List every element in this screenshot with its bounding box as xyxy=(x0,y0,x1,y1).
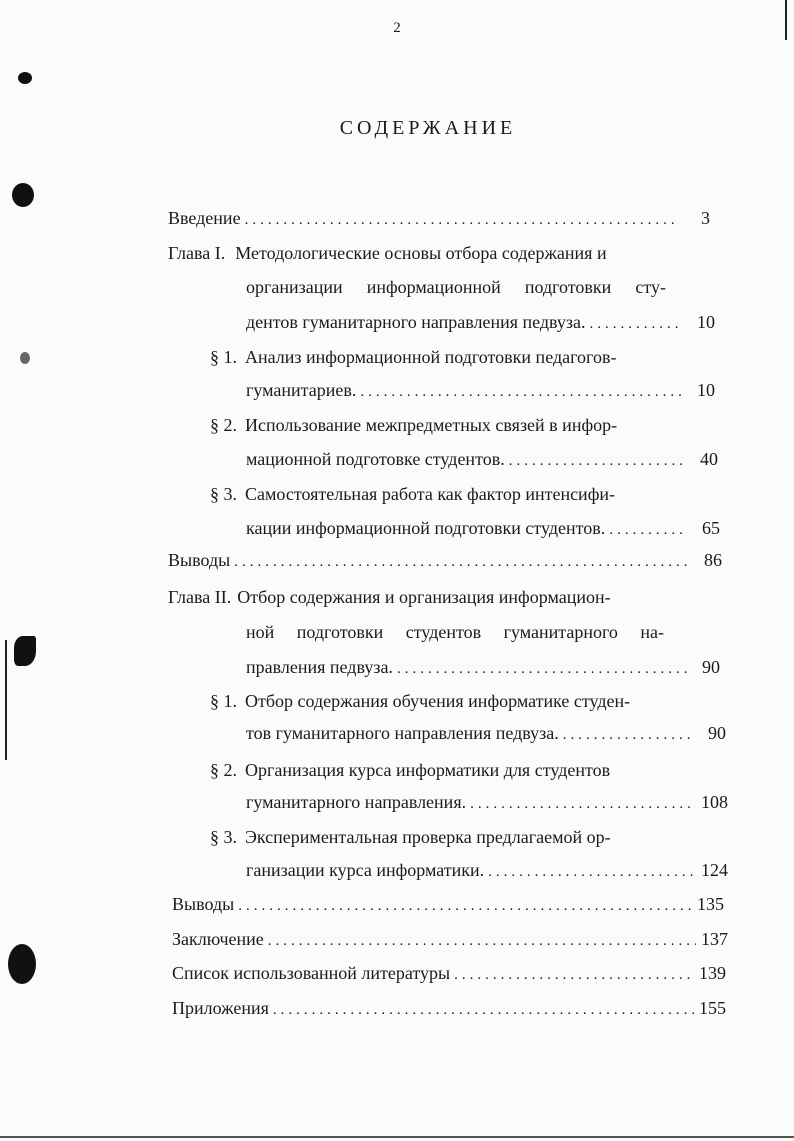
scan-mark xyxy=(14,636,36,666)
leader-dots xyxy=(454,960,694,990)
toc-page-number: 65 xyxy=(702,518,720,538)
toc-entry-text: мационной подготовке студентов. xyxy=(246,449,505,469)
toc-entry-text: Организация курса информатики для студентов xyxy=(245,760,611,780)
toc-entry xyxy=(246,375,715,405)
leader-dots xyxy=(563,720,694,750)
toc-entry xyxy=(246,617,664,647)
toc-entry xyxy=(210,479,670,509)
leader-dots xyxy=(238,891,692,921)
leader-dots xyxy=(488,857,696,887)
toc-entry xyxy=(210,755,670,785)
toc-entry xyxy=(172,924,728,954)
toc-entry-text: Самостоятельная работа как фактор интенсифи- xyxy=(245,484,615,504)
toc-section-label: § 3. xyxy=(210,484,237,504)
toc-entry xyxy=(246,787,728,817)
toc-page-number: 10 xyxy=(697,380,715,400)
toc-page-number: 135 xyxy=(697,894,724,914)
toc-entry xyxy=(210,342,670,372)
toc-entry xyxy=(246,855,728,885)
leader-dots xyxy=(397,654,688,684)
toc-entry xyxy=(168,203,710,233)
toc-page-number: 90 xyxy=(702,657,720,677)
toc-entry-text: правления педвуза. xyxy=(246,657,393,677)
toc-page-number: 40 xyxy=(700,449,718,469)
toc-page-number: 90 xyxy=(708,723,726,743)
toc-entry-text: кации информационной подготовки студентов. xyxy=(246,518,606,538)
scan-mark xyxy=(20,352,30,364)
toc-page-number: 155 xyxy=(699,998,726,1018)
toc-section-label: § 2. xyxy=(210,760,237,780)
leader-dots xyxy=(234,547,690,577)
toc-entry xyxy=(246,307,715,337)
toc-page-number: 108 xyxy=(701,792,728,812)
toc-entry-text: Отбор содержания обучения информатике студен- xyxy=(245,691,631,711)
toc-page-number: 139 xyxy=(699,963,726,983)
toc-entry-text: Экспериментальная проверка предлагаемой ор- xyxy=(245,827,611,847)
toc-entry-text: Отбор содержания и организация информацион- xyxy=(237,587,611,607)
leader-dots xyxy=(590,309,683,339)
leader-dots xyxy=(360,377,683,407)
toc-entry-text: дентов гуманитарного направления педвуза. xyxy=(246,312,586,332)
toc-entry xyxy=(210,822,670,852)
toc-entry xyxy=(168,545,722,575)
page-edge-line xyxy=(5,640,7,760)
page-edge-line xyxy=(0,1136,794,1138)
toc-section-label: § 1. xyxy=(210,691,237,711)
toc-entry-text: Выводы xyxy=(172,894,235,914)
toc-page-number: 124 xyxy=(701,860,728,880)
toc-entry-text: ганизации курса информатики. xyxy=(246,860,485,880)
leader-dots xyxy=(245,205,678,235)
toc-entry xyxy=(246,272,666,302)
toc-page-number: 137 xyxy=(701,929,728,949)
page-edge-line xyxy=(785,0,787,40)
leader-dots xyxy=(273,995,694,1025)
toc-chapter-label: Глава II. xyxy=(168,587,232,607)
toc-entry xyxy=(168,582,668,612)
toc-entry-text: Список использованной литературы xyxy=(172,963,451,983)
toc-entry-text: организации информационной подготовки сту- xyxy=(246,277,666,297)
toc-section-label: § 1. xyxy=(210,347,237,367)
toc-chapter-label: Глава I. xyxy=(168,243,226,263)
toc-entry xyxy=(168,238,668,268)
page-title: СОДЕРЖАНИЕ xyxy=(339,117,517,139)
toc-entry-text: Приложения xyxy=(172,998,269,1018)
toc-entry-text: Анализ информационной подготовки педагогов- xyxy=(245,347,617,367)
toc-entry-text: Методологические основы отбора содержания и xyxy=(235,243,607,263)
toc-entry xyxy=(210,686,680,716)
toc-section-label: § 3. xyxy=(210,827,237,847)
toc-entry-text: Введение xyxy=(168,208,241,228)
page-number: 2 xyxy=(393,20,401,36)
leader-dots xyxy=(268,926,696,956)
toc-entry xyxy=(246,513,720,543)
toc-entry xyxy=(172,958,726,988)
scan-mark xyxy=(18,72,32,84)
toc-entry xyxy=(172,993,726,1023)
toc-entry-text: Заключение xyxy=(172,929,264,949)
toc-entry-text: тов гуманитарного направления педвуза. xyxy=(246,723,559,743)
toc-entry xyxy=(246,444,718,474)
toc-section-label: § 2. xyxy=(210,415,237,435)
toc-entry-text: Использование межпредметных связей в инфор- xyxy=(245,415,618,435)
toc-entry-text: Выводы xyxy=(168,550,231,570)
punch-hole-mark xyxy=(8,944,36,984)
toc-page-number: 3 xyxy=(701,208,710,228)
toc-entry-text: гуманитарного направления. xyxy=(246,792,467,812)
toc-entry xyxy=(210,410,670,440)
toc-entry xyxy=(246,718,726,748)
toc-page-number: 10 xyxy=(697,312,715,332)
leader-dots xyxy=(470,789,696,819)
toc-entry-text: гуманитариев. xyxy=(246,380,357,400)
leader-dots xyxy=(509,446,686,476)
toc-entry xyxy=(172,889,724,919)
toc-entry xyxy=(246,652,720,682)
toc-entry-text: ной подготовки студентов гуманитарного на- xyxy=(246,622,664,642)
toc-page-number: 86 xyxy=(704,550,722,570)
leader-dots xyxy=(609,515,688,545)
punch-hole-mark xyxy=(12,183,34,207)
